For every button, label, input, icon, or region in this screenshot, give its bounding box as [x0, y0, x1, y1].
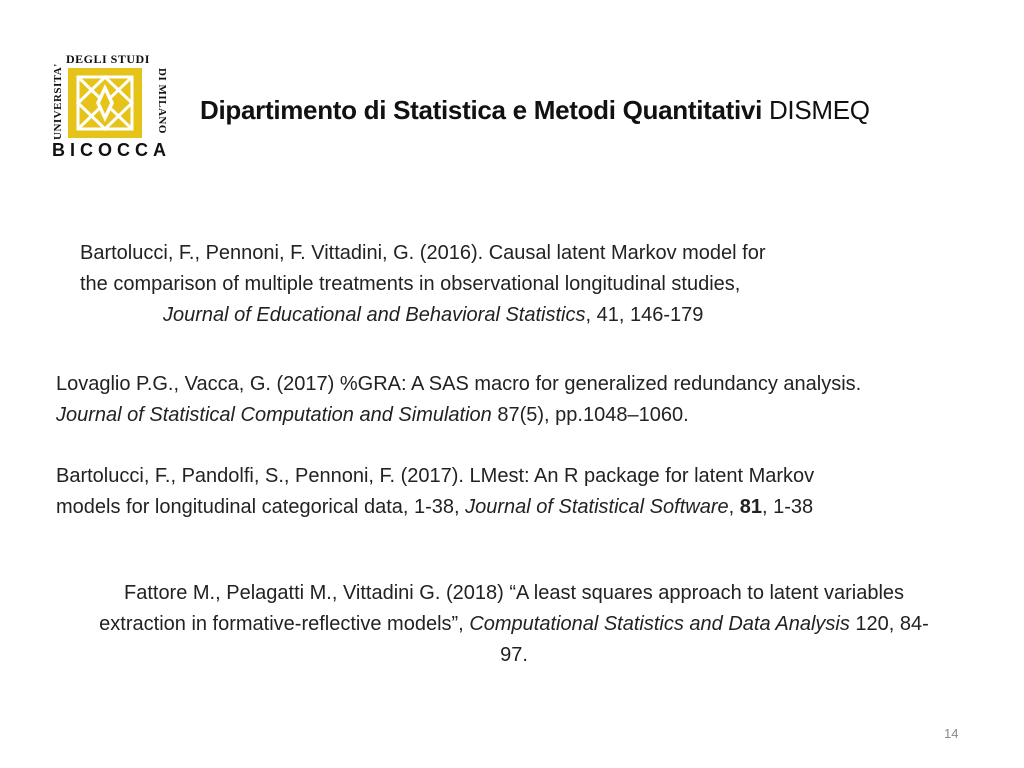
reference-line: Bartolucci, F., Pandolfi, S., Pennoni, F. (2017). LMest: An R package for latent Markov — [56, 465, 815, 487]
reference-line — [80, 300, 900, 331]
department-name: Dipartimento di Statistica e Metodi Quantitativi — [200, 95, 763, 125]
reference-2 — [56, 369, 1006, 431]
reference-line — [56, 400, 1006, 431]
logo-side-text: UNIVERSITA' — [52, 63, 64, 140]
department-abbreviation: DISMEQ — [768, 95, 870, 125]
reference-tail: , 41, 146-179 — [585, 304, 704, 326]
reference-tail: 120, 84- — [849, 613, 929, 635]
volume-number: 81 — [739, 496, 762, 518]
reference-text: extraction in formative-reflective models”, — [99, 613, 470, 635]
journal-name: Journal of Statistical Computation and Simulation — [56, 404, 492, 426]
page-number: 14 — [944, 726, 959, 741]
reference-tail: , 1-38 — [761, 496, 814, 518]
journal-name: Journal of Statistical Software — [465, 496, 729, 518]
reference-line: the comparison of multiple treatments in observational longitudinal studies, — [80, 273, 741, 295]
reference-text: models for longitudinal categorical data, 1-38, — [56, 496, 466, 518]
reference-1 — [80, 238, 900, 331]
department-title — [200, 95, 870, 126]
reference-line — [14, 609, 1014, 640]
journal-name: Computational Statistics and Data Analysis — [469, 613, 850, 635]
reference-line: 97. — [500, 644, 528, 666]
logo-top-text: DEGLI STUDI — [66, 52, 150, 66]
reference-line: Bartolucci, F., Pennoni, F. Vittadini, G. (2016). Causal latent Markov model for — [80, 242, 766, 264]
journal-name: Journal of Educational and Behavioral Statistics — [163, 304, 586, 326]
reference-4 — [14, 578, 1014, 671]
reference-3 — [56, 461, 1006, 523]
reference-tail: 87(5), pp.1048–1060. — [491, 404, 689, 426]
logo-emblem-icon — [68, 68, 142, 138]
university-logo — [52, 52, 170, 160]
logo-right-text: DI MILANO — [156, 68, 168, 134]
reference-line: Fattore M., Pelagatti M., Vittadini G. (2018) “A least squares approach to latent variables — [123, 582, 905, 604]
logo-bottom-text: BICOCCA — [52, 140, 171, 160]
reference-line: Lovaglio P.G., Vacca, G. (2017) %GRA: A SAS macro for generalized redundancy analysis. — [56, 373, 862, 395]
reference-line — [56, 492, 1006, 523]
slide-header — [0, 0, 1024, 170]
reference-separator: , — [728, 496, 740, 518]
